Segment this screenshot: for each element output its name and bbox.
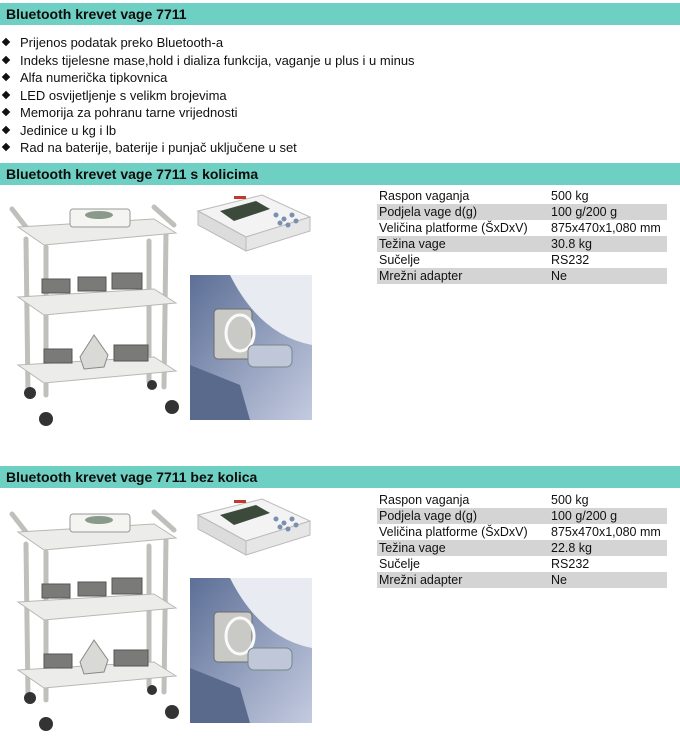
feature-item — [0, 104, 415, 122]
diamond-bullet-icon — [2, 55, 10, 63]
feature-text: Prijenos podatak preko Bluetooth-a — [20, 35, 224, 50]
spec-value: 875x470x1,080 mm — [551, 525, 661, 539]
spec-row — [377, 236, 667, 252]
scale-terminal-image — [190, 497, 314, 572]
diamond-bullet-icon — [2, 73, 10, 81]
spec-label: Raspon vaganja — [379, 189, 470, 203]
page-title: Bluetooth krevet vage 7711 — [0, 3, 680, 25]
spec-value: 100 g/200 g — [549, 204, 667, 220]
bed-scale-cart-image — [4, 502, 184, 736]
spec-value: 875x470x1,080 mm — [551, 221, 661, 235]
feature-text: Jedinice u kg i lb — [20, 122, 117, 138]
diamond-bullet-icon — [2, 125, 10, 133]
patient-bed-photo — [190, 275, 312, 420]
spec-value: 30.8 kg — [549, 236, 667, 252]
spec-label: Sučelje — [379, 557, 420, 571]
feature-item — [0, 34, 415, 52]
spec-value: 22.8 kg — [549, 540, 667, 556]
spec-row — [377, 268, 667, 284]
bed-scale-cart-image — [4, 197, 184, 431]
spec-row — [377, 204, 667, 220]
spec-value: RS232 — [551, 557, 590, 571]
spec-row — [377, 540, 667, 556]
feature-text: Indeks tijelesne mase,hold i dializa funkcija, vaganje u plus i u minus — [20, 52, 415, 68]
diamond-bullet-icon — [2, 108, 10, 116]
feature-item — [0, 52, 415, 70]
spec-table — [377, 492, 667, 588]
scale-terminal-image — [190, 193, 314, 268]
spec-value: RS232 — [551, 253, 590, 267]
section-title: Bluetooth krevet vage 7711 bez kolica — [0, 466, 680, 488]
spec-value: Ne — [549, 268, 667, 284]
spec-row — [377, 508, 667, 524]
spec-row — [377, 524, 667, 540]
diamond-bullet-icon — [2, 38, 10, 46]
spec-label: Podjela vage d(g) — [377, 508, 549, 524]
spec-label: Mrežni adapter — [377, 268, 549, 284]
feature-item — [0, 122, 415, 140]
spec-label: Sučelje — [379, 253, 420, 267]
spec-label: Podjela vage d(g) — [377, 204, 549, 220]
spec-row — [377, 188, 667, 204]
spec-label: Veličina platforme (ŠxDxV) — [379, 525, 528, 539]
spec-value: 500 kg — [551, 189, 589, 203]
spec-row — [377, 252, 667, 268]
spec-label: Težina vage — [377, 236, 549, 252]
feature-list — [0, 34, 415, 157]
feature-item — [0, 69, 415, 87]
spec-row — [377, 220, 667, 236]
section-title: Bluetooth krevet vage 7711 s kolicima — [0, 163, 680, 185]
spec-row — [377, 572, 667, 588]
diamond-bullet-icon — [2, 143, 10, 151]
feature-text: Memorija za pohranu tarne vrijednosti — [20, 105, 238, 120]
spec-label: Raspon vaganja — [379, 493, 470, 507]
spec-value: 100 g/200 g — [549, 508, 667, 524]
spec-value: Ne — [549, 572, 667, 588]
feature-text: Rad na baterije, baterije i punjač uključene u set — [20, 140, 297, 155]
spec-label: Težina vage — [377, 540, 549, 556]
feature-item — [0, 139, 415, 157]
spec-label: Veličina platforme (ŠxDxV) — [379, 221, 528, 235]
diamond-bullet-icon — [2, 90, 10, 98]
feature-item — [0, 87, 415, 105]
spec-row — [377, 492, 667, 508]
spec-table — [377, 188, 667, 284]
feature-text: Alfa numerička tipkovnica — [20, 70, 168, 85]
patient-bed-photo — [190, 578, 312, 723]
spec-value: 500 kg — [551, 493, 589, 507]
spec-label: Mrežni adapter — [377, 572, 549, 588]
feature-text: LED osvijetljenje s velikm brojevima — [20, 87, 227, 103]
spec-row — [377, 556, 667, 572]
